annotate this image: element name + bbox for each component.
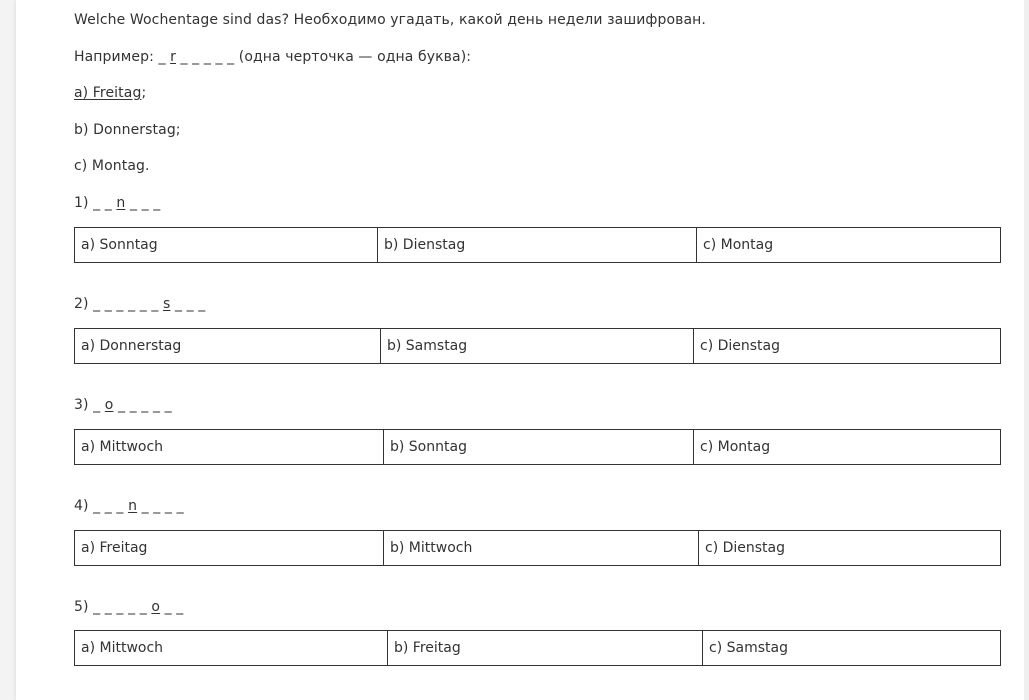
item-1-pattern-post: _ _ _	[125, 195, 161, 211]
item-3-pattern-post: _ _ _ _ _	[113, 397, 172, 413]
example-answer-b: b) Donnerstag;	[74, 122, 181, 138]
item-5-pattern-post: _ _	[160, 599, 184, 615]
example-letter: r	[170, 49, 176, 65]
item-2-pattern-pre: 2) _ _ _ _ _ _	[74, 296, 164, 312]
item-4-options-table	[74, 530, 1001, 566]
item-5-option-c[interactable]: c) Samstag	[702, 631, 1000, 665]
item-2-options-table	[74, 328, 1001, 364]
example-answer-a-line	[74, 84, 146, 102]
task-question: Welche Wochentage sind das? Необходимо угадать, какой день недели зашифрован.	[74, 12, 706, 28]
example-line	[74, 48, 471, 66]
item-3-pattern-pre: 3) _	[74, 397, 105, 413]
item-2-pattern-post: _ _ _	[170, 296, 206, 312]
item-2-pattern-letter: s	[163, 296, 171, 312]
item-3-option-a[interactable]: a) Mittwoch	[81, 439, 164, 455]
example-answer-c: c) Montag.	[74, 158, 150, 174]
item-4-option-c[interactable]: c) Dienstag	[698, 531, 1000, 565]
item-4-pattern-pre: 4) _ _ _	[74, 498, 129, 514]
item-2-pattern	[74, 295, 205, 313]
item-3-pattern-letter: o	[104, 397, 114, 413]
item-3-options-table	[74, 429, 1001, 465]
item-4-pattern	[74, 497, 184, 515]
item-4-option-b[interactable]: b) Mittwoch	[383, 531, 698, 565]
item-5-option-b[interactable]: b) Freitag	[387, 631, 702, 665]
item-3-option-c[interactable]: c) Montag	[693, 430, 1000, 464]
item-4-pattern-post: _ _ _ _	[137, 498, 184, 514]
item-5-pattern-pre: 5) _ _ _ _ _	[74, 599, 152, 615]
item-2-option-a[interactable]: a) Donnerstag	[81, 338, 182, 354]
item-1-pattern-letter: n	[116, 195, 126, 211]
right-edge-strip	[1024, 0, 1029, 700]
worksheet-page	[16, 0, 1024, 700]
item-1-pattern	[74, 194, 160, 212]
example-prefix: Например: _	[74, 49, 171, 65]
item-1-option-a[interactable]: a) Sonntag	[81, 237, 158, 253]
item-5-option-a[interactable]: a) Mittwoch	[81, 640, 164, 656]
item-5-options-table	[74, 630, 1001, 666]
item-4-option-a[interactable]: a) Freitag	[81, 540, 148, 556]
item-2-option-b[interactable]: b) Samstag	[380, 329, 693, 363]
item-2-option-c[interactable]: c) Dienstag	[693, 329, 1000, 363]
example-answer-a: a) Freitag	[74, 85, 142, 101]
item-5-pattern	[74, 598, 183, 616]
item-5-pattern-letter: o	[151, 599, 161, 615]
example-answer-a-punct: ;	[141, 85, 147, 101]
item-1-option-c[interactable]: c) Montag	[696, 228, 1000, 262]
item-4-pattern-letter: n	[128, 498, 138, 514]
item-1-option-b[interactable]: b) Dienstag	[377, 228, 696, 262]
item-3-pattern	[74, 396, 172, 414]
example-suffix: _ _ _ _ _ (одна черточка — одна буква):	[175, 49, 472, 65]
item-3-option-b[interactable]: b) Sonntag	[383, 430, 693, 464]
item-1-options-table	[74, 227, 1001, 263]
item-1-pattern-pre: 1) _ _	[74, 195, 117, 211]
